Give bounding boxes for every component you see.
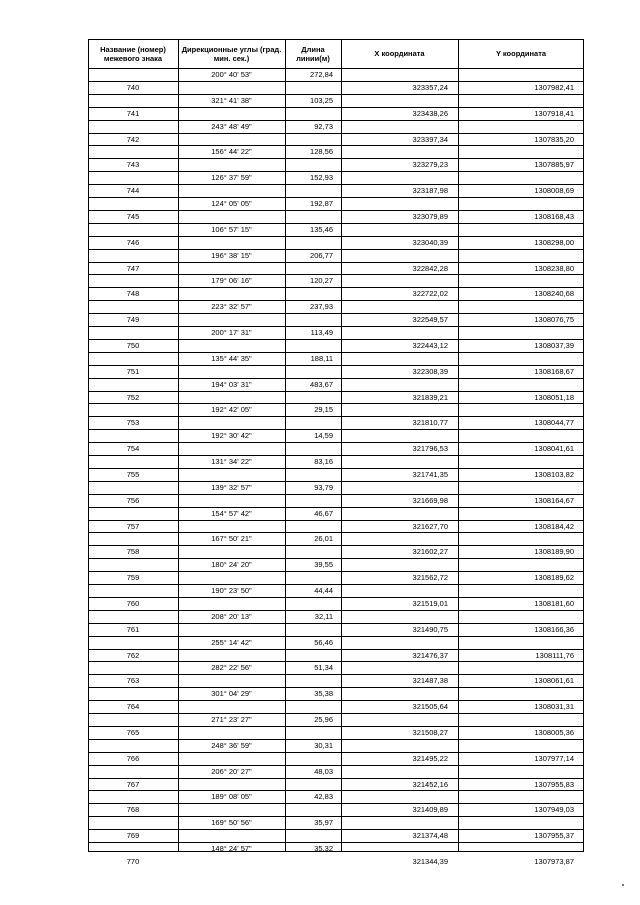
y-coordinate: 1308168,67 [534, 366, 574, 376]
x-coordinate: 321476,37 [412, 650, 448, 660]
line-length: 51,34 [314, 663, 333, 673]
x-coordinate: 321490,75 [412, 624, 448, 634]
boundary-mark-number: 753 [126, 418, 140, 428]
header-length: Длина линии(м) [296, 44, 330, 63]
line-length: 35,97 [314, 818, 333, 828]
x-coordinate: 322443,12 [412, 340, 448, 350]
y-coordinate: 1307973,87 [534, 856, 574, 866]
direction-angle: 248° 36' 59" [211, 740, 252, 750]
boundary-mark-number: 758 [126, 547, 140, 557]
header-name: Название (номер) межевого знака [100, 44, 166, 63]
line-length: 25,96 [314, 715, 333, 724]
y-coordinate: 1308184,42 [534, 521, 574, 531]
direction-angle: 135° 44' 35" [211, 353, 252, 363]
y-coordinate: 1308240,68 [534, 289, 574, 299]
line-length: 56,46 [314, 637, 333, 647]
row-rule [88, 39, 584, 40]
direction-angle: 255° 14' 42" [211, 637, 252, 647]
direction-angle: 190° 23' 50" [211, 586, 252, 595]
boundary-mark-number: 749 [126, 315, 140, 325]
y-coordinate: 1308037,39 [534, 340, 574, 350]
coordinate-table [88, 39, 584, 866]
line-length: 48,03 [314, 766, 333, 776]
line-length: 44,44 [314, 586, 333, 595]
x-coordinate: 322308,39 [412, 366, 448, 376]
direction-angle: 139° 32' 57" [211, 482, 252, 492]
direction-angle: 126° 37' 59" [211, 173, 252, 183]
line-length: 83,16 [314, 457, 333, 466]
y-coordinate: 1308041,61 [534, 444, 574, 454]
y-coordinate: 1308164,67 [534, 495, 574, 505]
x-coordinate: 321741,35 [412, 469, 448, 479]
y-coordinate: 1307885,97 [534, 160, 574, 170]
x-coordinate: 321487,38 [412, 676, 448, 686]
y-coordinate: 1308051,18 [534, 392, 574, 402]
y-coordinate: 1307949,03 [534, 805, 574, 815]
y-coordinate: 1308008,69 [534, 186, 574, 196]
line-length: 120,27 [310, 276, 333, 286]
line-length: 29,15 [314, 405, 333, 415]
x-coordinate: 322722,02 [412, 289, 448, 299]
line-length: 14,59 [314, 431, 333, 441]
y-coordinate: 1307918,41 [534, 108, 574, 118]
x-coordinate: 323397,34 [412, 134, 448, 144]
direction-angle: 271° 23' 27" [211, 715, 252, 724]
boundary-mark-number: 760 [126, 598, 140, 608]
x-coordinate: 321508,27 [412, 727, 448, 737]
boundary-mark-number: 762 [126, 650, 140, 660]
line-length: 92,73 [314, 121, 333, 131]
direction-angle: 208° 20' 13" [211, 611, 252, 621]
direction-angle: 169° 50' 56" [211, 818, 252, 828]
y-coordinate: 1308189,62 [534, 573, 574, 583]
x-coordinate: 323357,24 [412, 82, 448, 92]
x-coordinate: 321374,48 [412, 831, 448, 841]
boundary-mark-number: 742 [126, 134, 140, 144]
line-length: 206,77 [310, 250, 333, 260]
boundary-mark-number: 748 [126, 289, 140, 299]
line-length: 93,79 [314, 482, 333, 492]
x-coordinate: 323279,23 [412, 160, 448, 170]
direction-angle: 223° 32' 57" [211, 302, 252, 312]
line-length: 237,93 [310, 302, 333, 312]
boundary-mark-number: 770 [126, 856, 140, 866]
direction-angle: 180° 24' 20" [211, 560, 252, 570]
direction-angle: 131° 34' 22" [211, 457, 252, 466]
direction-angle: 196° 38' 15" [211, 250, 252, 260]
direction-angle: 124° 05' 05" [211, 199, 252, 208]
boundary-mark-number: 747 [126, 263, 140, 273]
y-coordinate: 1308166,36 [534, 624, 574, 634]
y-coordinate: 1308031,31 [534, 702, 574, 712]
direction-angle: 200° 17' 31" [211, 328, 252, 337]
x-coordinate: 323040,39 [412, 237, 448, 247]
x-coordinate: 322549,57 [412, 315, 448, 325]
x-coordinate: 321796,53 [412, 444, 448, 454]
line-length: 483,67 [310, 379, 333, 389]
column-rule [285, 39, 286, 852]
direction-angle: 154° 57' 42" [211, 508, 252, 518]
y-coordinate: 1308238,80 [534, 263, 574, 273]
boundary-mark-number: 768 [126, 805, 140, 815]
line-length: 30,31 [314, 740, 333, 750]
boundary-mark-number: 743 [126, 160, 140, 170]
direction-angle: 282° 22' 56" [211, 663, 252, 673]
line-length: 103,25 [310, 95, 333, 105]
y-coordinate: 1308005,36 [534, 727, 574, 737]
boundary-mark-number: 757 [126, 521, 140, 531]
direction-angle: 167° 50' 21" [211, 534, 252, 544]
y-coordinate: 1308044,77 [534, 418, 574, 428]
boundary-mark-number: 741 [126, 108, 140, 118]
x-coordinate: 321627,70 [412, 521, 448, 531]
line-length: 113,49 [310, 328, 333, 337]
x-coordinate: 321669,98 [412, 495, 448, 505]
direction-angle: 189° 08' 05" [211, 792, 252, 802]
line-length: 192,87 [310, 199, 333, 208]
direction-angle: 301° 04' 29" [211, 689, 252, 699]
direction-angle: 206° 20' 27" [211, 766, 252, 776]
y-coordinate: 1308298,00 [534, 237, 574, 247]
x-coordinate: 321452,16 [412, 779, 448, 789]
y-coordinate: 1308181,60 [534, 598, 574, 608]
y-coordinate: 1308189,90 [534, 547, 574, 557]
boundary-mark-number: 751 [126, 366, 140, 376]
line-length: 42,83 [314, 792, 333, 802]
y-coordinate: 1307955,83 [534, 779, 574, 789]
boundary-mark-number: 752 [126, 392, 140, 402]
boundary-mark-number: 769 [126, 831, 140, 841]
boundary-mark-number: 767 [126, 779, 140, 789]
boundary-mark-number: 766 [126, 753, 140, 763]
boundary-mark-number: 759 [126, 573, 140, 583]
direction-angle: 194° 03' 31" [211, 379, 252, 389]
boundary-mark-number: 746 [126, 237, 140, 247]
x-coordinate: 321344,39 [412, 856, 448, 866]
y-coordinate: 1307835,20 [534, 134, 574, 144]
boundary-mark-number: 754 [126, 444, 140, 454]
scan-speck [622, 884, 624, 886]
x-coordinate: 321495,22 [412, 753, 448, 763]
boundary-mark-number: 755 [126, 469, 140, 479]
y-coordinate: 1308076,75 [534, 315, 574, 325]
boundary-mark-number: 761 [126, 624, 140, 634]
y-coordinate: 1308111,76 [535, 650, 574, 660]
x-coordinate: 321519,01 [412, 598, 448, 608]
direction-angle: 148° 24' 57" [211, 844, 252, 853]
y-coordinate: 1308103,82 [534, 469, 574, 479]
x-coordinate: 321409,89 [412, 805, 448, 815]
y-coordinate: 1308168,43 [534, 211, 574, 221]
direction-angle: 192° 42' 05" [211, 405, 252, 415]
direction-angle: 243° 48' 49" [211, 121, 252, 131]
header-y: Y координата [495, 49, 547, 58]
line-length: 46,67 [314, 508, 333, 518]
boundary-mark-number: 750 [126, 340, 140, 350]
y-coordinate: 1307955,37 [534, 831, 574, 841]
line-length: 35,38 [314, 689, 333, 699]
line-length: 32,11 [314, 611, 333, 621]
x-coordinate: 321562,72 [412, 573, 448, 583]
x-coordinate: 323079,89 [412, 211, 448, 221]
line-length: 128,56 [310, 147, 333, 157]
boundary-mark-number: 764 [126, 702, 140, 712]
boundary-mark-number: 765 [126, 727, 140, 737]
x-coordinate: 321602,27 [412, 547, 448, 557]
x-coordinate: 323187,98 [412, 186, 448, 196]
line-length: 272,84 [310, 70, 333, 79]
direction-angle: 156° 44' 22" [211, 147, 252, 157]
boundary-mark-number: 740 [126, 82, 140, 92]
boundary-mark-number: 763 [126, 676, 140, 686]
x-coordinate: 321839,21 [412, 392, 448, 402]
line-length: 152,93 [310, 173, 333, 183]
direction-angle: 321° 41' 38" [211, 95, 252, 105]
boundary-mark-number: 744 [126, 186, 140, 196]
x-coordinate: 322842,28 [412, 263, 448, 273]
direction-angle: 179° 06' 16" [211, 276, 252, 286]
header-x: X координата [374, 49, 425, 58]
line-length: 188,11 [310, 353, 333, 363]
y-coordinate: 1307977,14 [534, 753, 574, 763]
column-rule [178, 39, 179, 852]
boundary-mark-number: 756 [126, 495, 140, 505]
line-length: 35,32 [314, 844, 333, 853]
x-coordinate: 323438,26 [412, 108, 448, 118]
direction-angle: 192° 30' 42" [211, 431, 252, 441]
y-coordinate: 1307982,41 [534, 82, 574, 92]
direction-angle: 200° 40' 53" [211, 70, 252, 79]
line-length: 39,55 [314, 560, 333, 570]
line-length: 26,01 [314, 534, 333, 544]
x-coordinate: 321810,77 [412, 418, 448, 428]
x-coordinate: 321505,64 [412, 702, 448, 712]
y-coordinate: 1308061,61 [534, 676, 574, 686]
direction-angle: 106° 57' 15" [211, 224, 252, 234]
header-angle: Дирекционные углы (град. мин. сек.) [181, 44, 282, 63]
boundary-mark-number: 745 [126, 211, 140, 221]
line-length: 135,46 [310, 224, 333, 234]
